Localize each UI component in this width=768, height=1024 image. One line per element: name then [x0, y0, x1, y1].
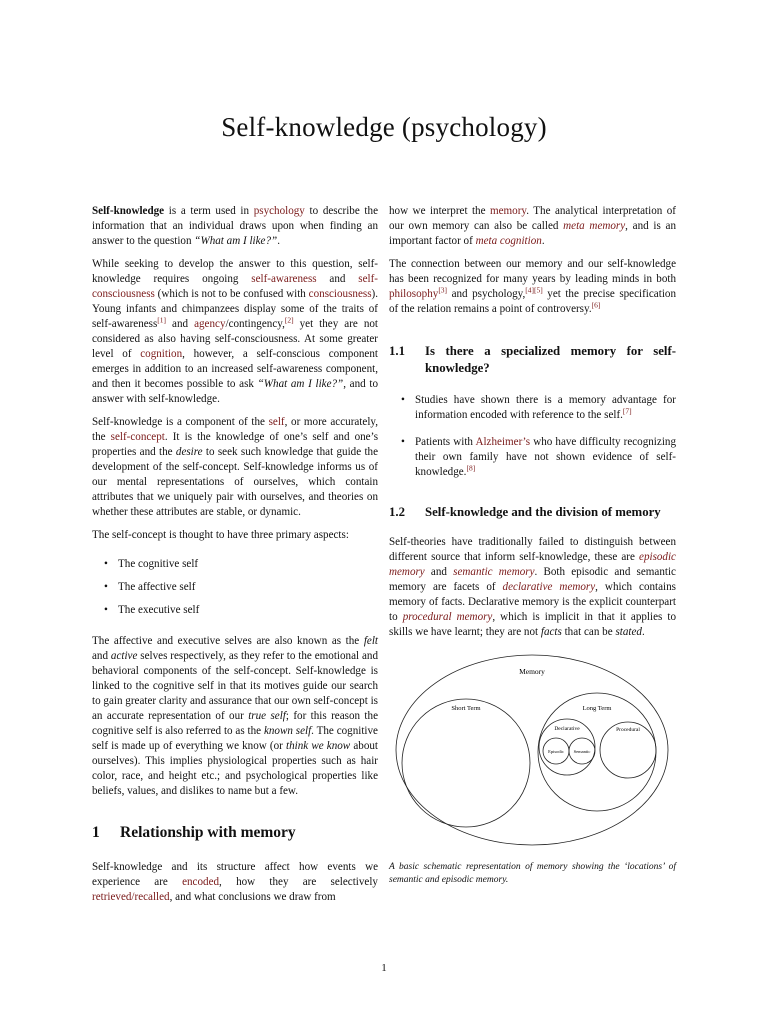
- aspects-list: [92, 557, 378, 618]
- text: ; for this reason the cognitive self is also referred to as the: [92, 710, 378, 737]
- text: , however, a self-conscious component emerges in addition to an increased self-awareness component, and then it becomes possible to ask: [92, 348, 378, 390]
- citation-2[interactable]: [2]: [284, 315, 294, 325]
- long-term-label: Long Term: [582, 705, 612, 712]
- paragraph-interpretation: [389, 204, 676, 249]
- text: Self-knowledge is a component of the: [92, 416, 269, 428]
- text: and: [92, 650, 111, 662]
- question-quote: “What am I like?”: [257, 378, 344, 390]
- text: , and to answer with self-knowledge.: [92, 378, 379, 405]
- emphasis: true self: [248, 710, 286, 722]
- text: is a term used in: [164, 205, 254, 217]
- declarative-label: Declarative: [554, 726, 580, 732]
- text: .: [277, 235, 280, 247]
- paragraph-memory: [92, 860, 378, 905]
- episodic-label: Episodic: [548, 749, 564, 754]
- text: ). Young infants and chimpanzees display some of the traits of self-awareness: [92, 288, 378, 330]
- link-consciousness[interactable]: consciousness: [308, 288, 372, 300]
- emphasis: active: [110, 650, 138, 662]
- emphasis: stated: [615, 626, 642, 638]
- text: , or more accurately, the: [92, 416, 378, 443]
- memory-ellipse: [396, 655, 668, 845]
- link-self[interactable]: self: [268, 416, 285, 428]
- right-column: [389, 204, 676, 887]
- link-declarative-memory[interactable]: declarative memory: [502, 581, 596, 593]
- question-quote: “What am I like?”: [194, 235, 278, 247]
- citation-7[interactable]: [7]: [622, 406, 632, 416]
- text: and psychology,: [447, 288, 526, 300]
- text: yet they are not considered as also having self-consciousness. At some greater level of: [92, 318, 378, 360]
- link-encoded[interactable]: encoded: [182, 876, 220, 888]
- text: and: [166, 318, 195, 330]
- text: , and is an important factor of: [389, 220, 677, 247]
- subsection-title: Is there a specialized memory for self-knowledge?: [425, 344, 676, 375]
- emphasis: facts: [540, 626, 562, 638]
- text: that can be: [561, 626, 616, 638]
- text: (which is not to be confused with: [154, 288, 309, 300]
- citation-6[interactable]: [6]: [591, 300, 601, 310]
- citation-3[interactable]: [3]: [438, 285, 448, 295]
- list-item: • The affective self: [92, 580, 378, 595]
- memory-diagram-figure: [389, 652, 676, 887]
- semantic-label: Semantic: [573, 749, 591, 754]
- text: . The cognitive self is made up of everything we know (or: [92, 725, 378, 752]
- short-term-circle: [402, 699, 530, 827]
- section-title: Relationship with memory: [120, 824, 296, 841]
- text: Self-knowledge and its structure affect how events we experience are: [92, 861, 378, 888]
- list-item: [389, 435, 676, 480]
- figure-caption: A basic schematic representation of memory showing the ‘locations’ of semantic and episodic memory.: [389, 862, 676, 885]
- text: The affective and executive selves are also known as the: [92, 635, 364, 647]
- text: selves respectively, as they refer to the emotional and behavioral components of the self-concept. Self-knowledge is linked to the cognitive self in that its motives guide our search to gain greater clarity and assurance that our own self-concept is an accurate representation of our: [92, 650, 379, 722]
- link-self-concept[interactable]: self-concept: [110, 431, 165, 443]
- text: yet the precise specification of the relation remains a point of controversy.: [389, 288, 676, 315]
- emphasis: felt: [363, 635, 378, 647]
- link-meta-memory[interactable]: meta memory: [563, 220, 626, 232]
- text: /contingency,: [225, 318, 285, 330]
- subsection-number: 1.1: [389, 344, 405, 358]
- text: and: [316, 273, 359, 285]
- left-column: [92, 204, 378, 913]
- intro-paragraph: [92, 204, 378, 249]
- text: . Both episodic and semantic memory are facets of: [389, 566, 676, 593]
- link-retrieved-recalled[interactable]: retrieved/recalled: [92, 891, 170, 903]
- link-semantic-memory[interactable]: semantic memory: [453, 566, 535, 578]
- text: Self-theories have traditionally failed to distinguish between different source that inform self-knowledge, these are: [389, 536, 676, 563]
- emphasis: desire: [175, 446, 203, 458]
- text: .: [541, 235, 545, 247]
- link-meta-cognition[interactable]: meta cognition: [475, 235, 542, 247]
- text: . It is the knowledge of one’s self and one’s properties and the: [92, 431, 379, 458]
- emphasis: think we know: [286, 740, 351, 752]
- subsection-heading-1-2: [389, 504, 676, 521]
- link-alzheimers[interactable]: Alzheimer’s: [475, 436, 531, 448]
- paragraph-self-awareness: [92, 257, 378, 407]
- memory-diagram: [389, 652, 676, 852]
- text: to describe the information that an individual draws upon when finding an answer to the question: [92, 205, 378, 247]
- link-procedural-memory[interactable]: procedural memory: [402, 611, 493, 623]
- link-psychology[interactable]: psychology: [253, 205, 305, 217]
- paragraph-selves: [92, 634, 378, 799]
- section-number: 1: [92, 824, 100, 841]
- paragraph-aspects-intro: The self-concept is thought to have three primary aspects:: [92, 529, 349, 541]
- citation-8[interactable]: [8]: [466, 463, 476, 473]
- subsection-title: Self-knowledge and the division of memory: [425, 505, 661, 519]
- text: and: [424, 566, 454, 578]
- text: , and what conclusions we draw from: [169, 891, 336, 903]
- list-item: • The executive self: [92, 603, 378, 618]
- term-self-knowledge: Self-knowledge: [92, 205, 165, 217]
- subsection-number: 1.2: [389, 505, 405, 519]
- emphasis: known self: [263, 725, 312, 737]
- link-agency[interactable]: agency: [194, 318, 226, 330]
- text: Studies have shown there is a memory advantage for information encoded with reference to the self.: [415, 394, 676, 421]
- list-item: • The cognitive self: [92, 557, 378, 572]
- citation-4-5[interactable]: [4][5]: [525, 285, 543, 295]
- citation-1[interactable]: [1]: [157, 315, 167, 325]
- text: who have difficulty recognizing their own family have not shown evidence of self-knowledge.: [415, 436, 676, 478]
- text: .: [641, 626, 645, 638]
- procedural-label: Procedural: [616, 727, 640, 733]
- paragraph-self-concept: [92, 415, 378, 520]
- page-title: Self-knowledge (psychology): [221, 112, 547, 142]
- list-item: [389, 393, 676, 423]
- text: , how they are selectively: [219, 876, 378, 888]
- link-memory[interactable]: memory: [489, 205, 527, 217]
- link-self-awareness[interactable]: self-awareness: [251, 273, 317, 285]
- text: to seek such knowledge that guide the development of the self-concept. Self-knowledge informs us of our mental representations of ourselves, which contain attributes that we uniquely pair with ourselves, and theories on whether these attributes are stable, or dynamic.: [92, 446, 379, 518]
- link-cognition[interactable]: cognition: [140, 348, 183, 360]
- link-self-consciousness[interactable]: self-consciousness: [92, 273, 378, 300]
- text: , which is implicit in that it applies to skills we have learnt; they are not: [389, 611, 676, 638]
- text: , which contains memory of facts. Declarative memory is the explicit counterpart to: [389, 581, 676, 623]
- text: The connection between our memory and our self-knowledge has been recognized for many years by leading minds in both: [389, 258, 676, 285]
- text: . The analytical interpretation of our own memory can also be called: [389, 205, 676, 232]
- text: While seeking to develop the answer to this question, self-knowledge requires ongoing: [92, 258, 378, 285]
- paragraph-division: [389, 535, 676, 640]
- text: Patients with: [415, 436, 476, 448]
- paragraph-connection: [389, 257, 676, 317]
- memory-label: Memory: [519, 667, 545, 676]
- section-heading-1: [92, 825, 378, 840]
- page-number: 1: [381, 962, 387, 974]
- text: about ourselves). This implies physiological properties such as hair color, race, and height etc.; and psychological properties like beliefs, values, and dislikes to name but a few.: [92, 740, 378, 797]
- link-philosophy[interactable]: philosophy: [389, 288, 439, 300]
- subsection-heading-1-1: [389, 343, 676, 377]
- memory-findings-list: [389, 393, 676, 480]
- link-episodic-memory[interactable]: episodic memory: [389, 551, 676, 578]
- text: how we interpret the: [389, 205, 490, 217]
- short-term-label: Short Term: [451, 705, 481, 712]
